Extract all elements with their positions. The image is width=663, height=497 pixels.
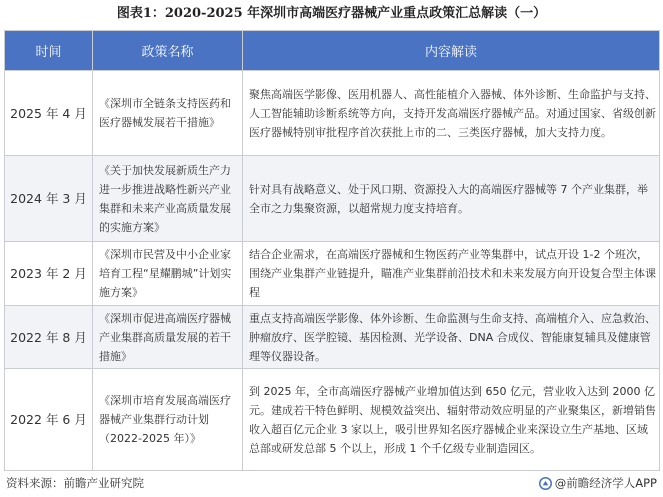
page-title: 图表1：2020-2025 年深圳市高端医疗器械产业重点政策汇总解读（一）	[116, 6, 547, 21]
brand-attribution	[539, 474, 657, 492]
cell-interpretation: 重点支持高端医学影像、体外诊断、生命监测与生命支持、高端植介入、应急救治、肿瘤放疗、医学腔镜、基因检测、光学设备、DNA 合成仪、智能康复辅具及健康管理等仪器设备。	[243, 306, 660, 369]
header-interpretation: 内容解读	[243, 31, 660, 71]
cell-time: 2025 年 4 月	[5, 71, 93, 156]
cell-policy-name: 《深圳市培育发展高端医疗器械产业集群行动计划（2022-2025 年）》	[93, 369, 243, 471]
cell-time: 2022 年 6 月	[5, 369, 93, 471]
cell-interpretation: 针对具有战略意义、处于风口期、资源投入大的高端医疗器械等 7 个产业集群，举全市之力集聚资源，以超常规力度支持培育。	[243, 156, 660, 242]
brand-text: @前瞻经济学人APP	[554, 476, 657, 490]
cell-interpretation: 结合企业需求，在高端医疗器械和生物医药产业等集群中，试点开设 1-2 个班次，围绕产业集群产业链提升，瞄准产业集群前沿技术和未来发展方向开设复合型主体课程	[243, 242, 660, 306]
table-row	[5, 242, 660, 306]
table-row	[5, 71, 660, 156]
cell-policy-name: 《深圳市促进高端医疗器械产业集群高质量发展的若干措施》	[93, 306, 243, 369]
table-row	[5, 369, 660, 471]
cell-policy-name: 《关于加快发展新质生产力进一步推进战略性新兴产业集群和未来产业高质量发展的实施方案》	[93, 156, 243, 242]
footer	[6, 474, 657, 492]
source-note: 资料来源：前瞻产业研究院	[6, 476, 144, 490]
cell-interpretation: 聚焦高端医学影像、医用机器人、高性能植介入器械、体外诊断、生命监护与支持、人工智能辅助诊断系统等方向，支持开发高端医疗器械产品。对通过国家、省级创新医疗器械特别审批程序首次获批上市的二、三类医疗器械，加大支持力度。	[243, 71, 660, 156]
header-policy-name: 政策名称	[93, 31, 243, 71]
policy-table	[4, 30, 660, 471]
table-row	[5, 156, 660, 242]
cell-time: 2024 年 3 月	[5, 156, 93, 242]
qianzhan-logo-icon	[539, 477, 552, 490]
table-header-row	[5, 31, 660, 71]
cell-interpretation: 到 2025 年，全市高端医疗器械产业增加值达到 650 亿元，营业收入达到 2000 亿元。建成若干特色鲜明、规模效益突出、辐射带动效应明显的产业聚集区，新增销售收入超百亿元企业 3 家以上，吸引世界知名医疗器械企业来深设立生产基地、区域总部或研发总部 5 个以上，形成 1 个千亿级专业制造园区。	[243, 369, 660, 471]
header-time: 时间	[5, 31, 93, 71]
cell-policy-name: 《深圳市全链条支持医药和医疗器械发展若干措施》	[93, 71, 243, 156]
cell-policy-name: 《深圳市民营及中小企业家培育工程“星耀鹏城”计划实施方案》	[93, 242, 243, 306]
cell-time: 2022 年 8 月	[5, 306, 93, 369]
cell-time: 2023 年 2 月	[5, 242, 93, 306]
table-row	[5, 306, 660, 369]
